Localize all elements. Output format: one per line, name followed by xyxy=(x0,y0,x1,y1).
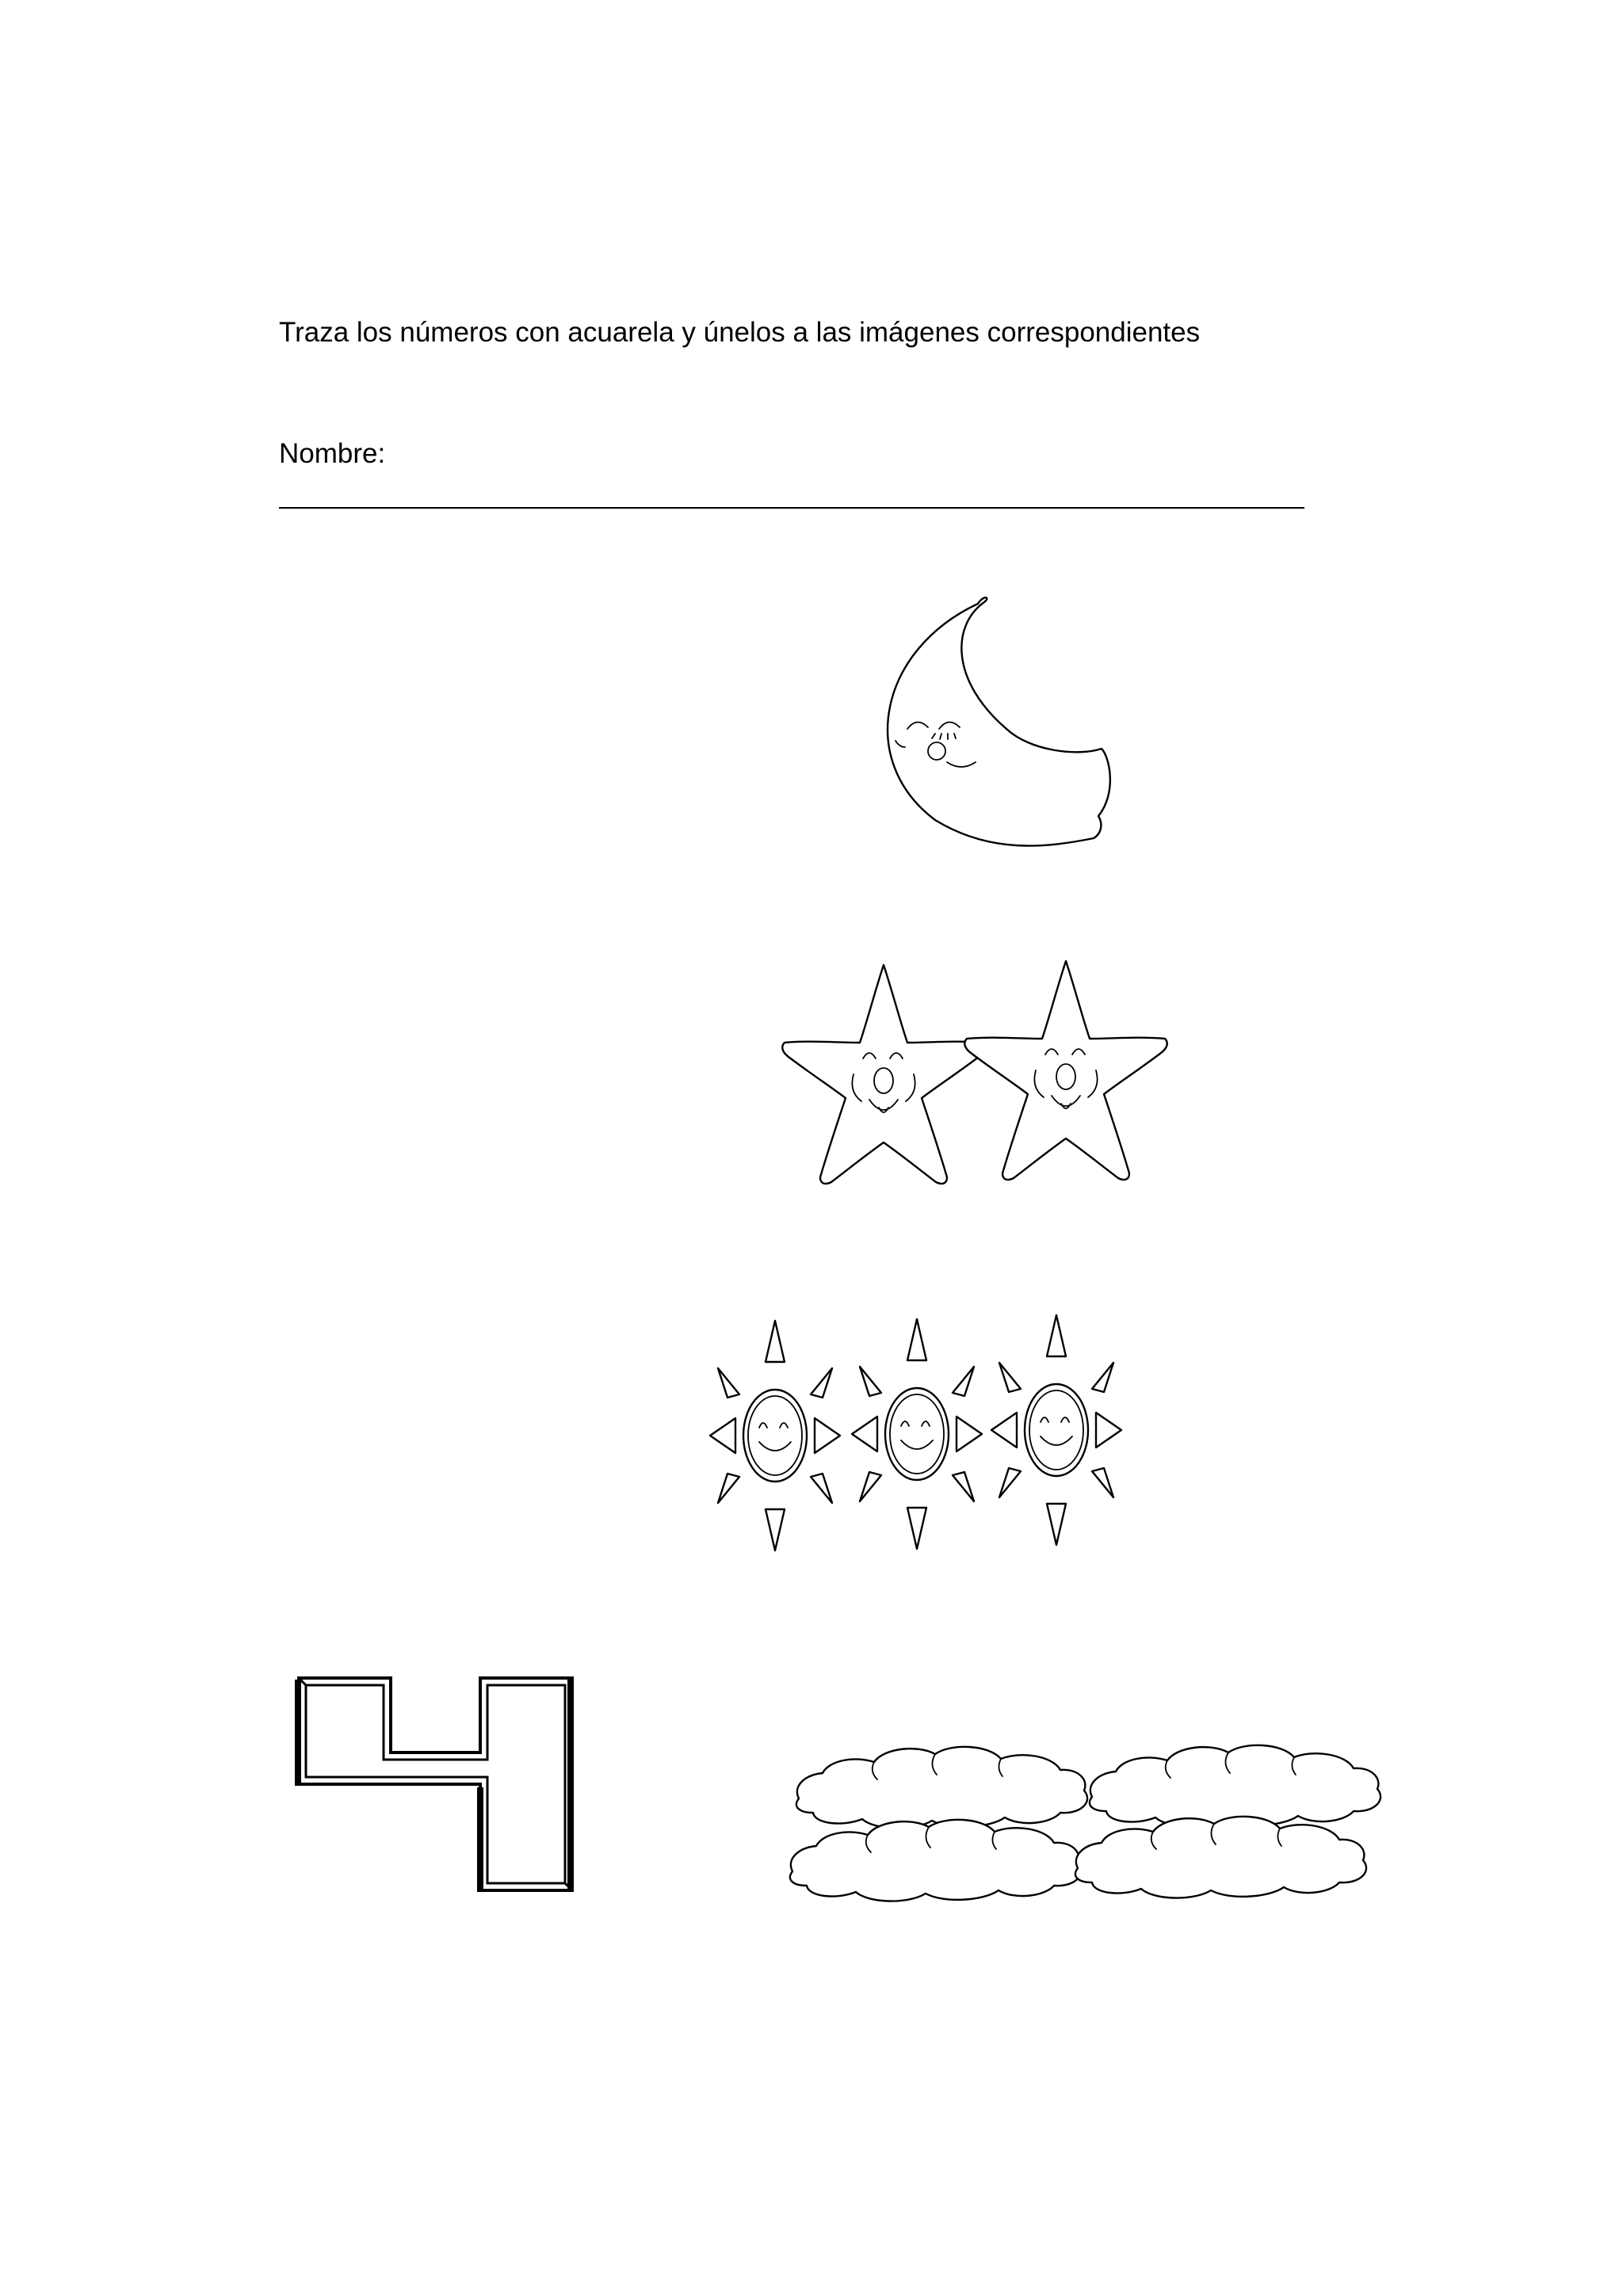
suns-illustration xyxy=(710,1315,1121,1550)
sun-3 xyxy=(991,1315,1121,1545)
sun-1 xyxy=(710,1321,840,1550)
cloud-1 xyxy=(796,1747,1087,1829)
instruction-text: Traza los números con acuarela y únelos a las imágenes correspondientes xyxy=(279,317,1201,348)
traceable-number-4[interactable] xyxy=(295,1678,574,1892)
name-label: Nombre: xyxy=(279,438,386,469)
clouds-illustration xyxy=(790,1745,1381,1901)
cloud-4 xyxy=(1075,1817,1366,1898)
cloud-2 xyxy=(1090,1745,1381,1827)
star-1 xyxy=(782,965,984,1184)
sun-2 xyxy=(852,1319,982,1549)
cloud-3 xyxy=(790,1820,1081,1901)
star-2 xyxy=(964,961,1167,1180)
stars-illustration xyxy=(782,961,1167,1184)
moon-illustration xyxy=(888,597,1110,845)
